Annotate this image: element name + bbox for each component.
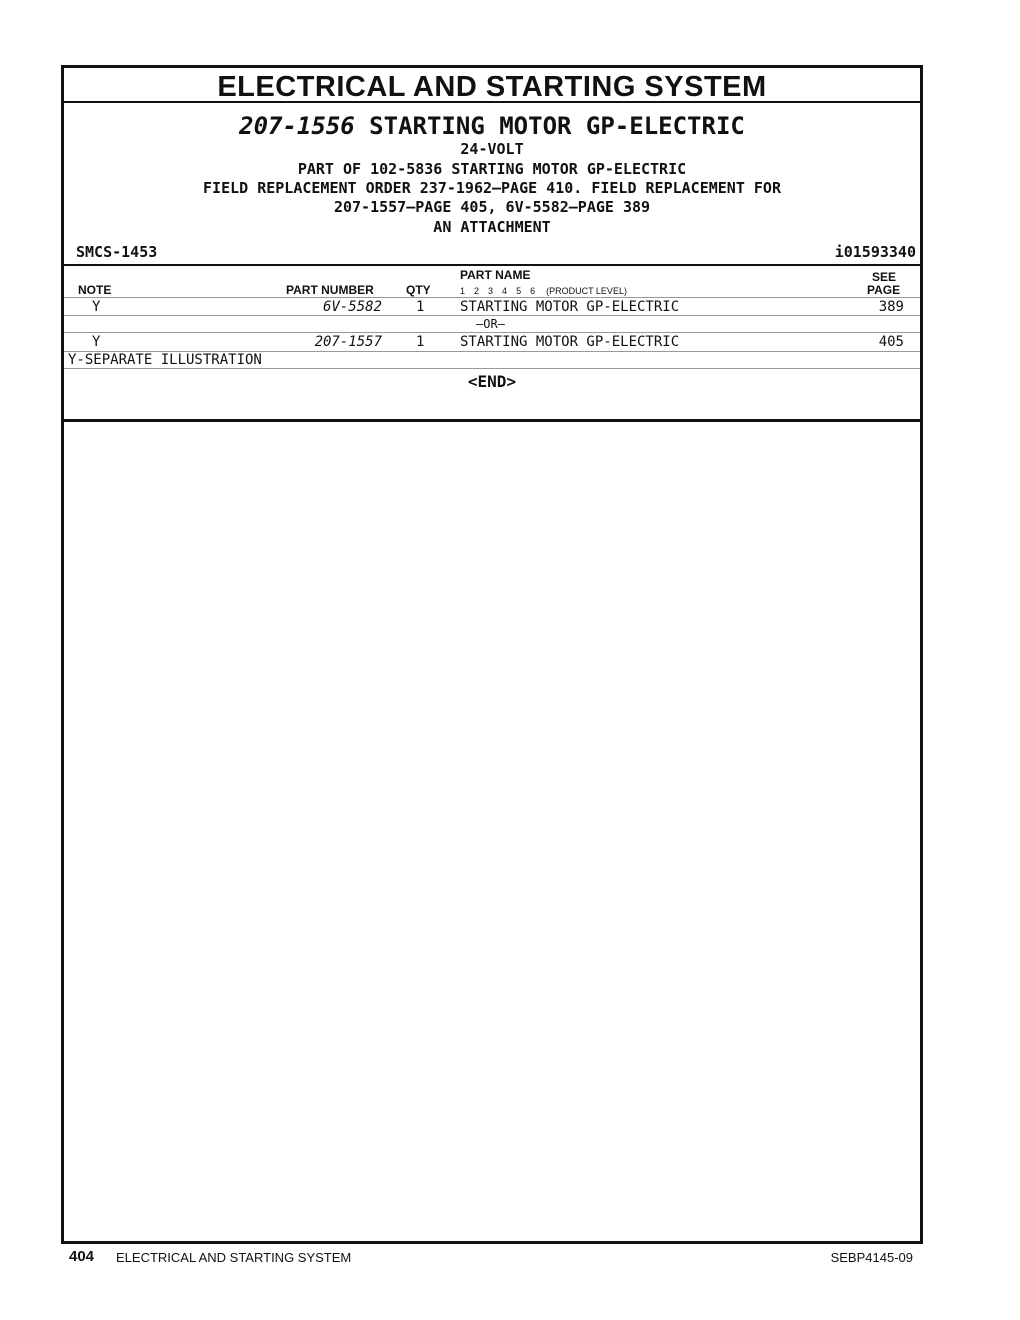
section-title: ELECTRICAL AND STARTING SYSTEM <box>64 68 920 103</box>
description-line: 24-VOLT <box>460 140 524 158</box>
product-levels <box>460 286 636 296</box>
row-rule <box>64 368 920 369</box>
header-qty: QTY <box>406 283 431 297</box>
row-see-page: 389 <box>878 299 904 315</box>
header-rule <box>64 264 920 266</box>
description-line: FIELD REPLACEMENT ORDER 237-1962—PAGE 410. FIELD REPLACEMENT FOR <box>203 179 781 197</box>
row-part-name: STARTING MOTOR GP-ELECTRIC <box>460 299 680 315</box>
row-note: Y <box>92 334 101 350</box>
row-rule <box>64 315 920 316</box>
header-part-number: PART NUMBER <box>286 283 374 297</box>
description-line: AN ATTACHMENT <box>433 218 551 236</box>
box-bottom-rule <box>64 419 920 422</box>
product-level: 4 <box>502 286 508 296</box>
row-rule <box>64 332 920 333</box>
row-part-number: 207-1557 <box>314 334 382 350</box>
header-see: SEE <box>872 270 897 284</box>
row-part-number: 6V-5582 <box>322 299 382 315</box>
page-footer <box>0 1248 1020 1268</box>
part-title-name: STARTING MOTOR GP-ELECTRIC <box>369 112 745 140</box>
row-rule <box>64 297 920 298</box>
row-part-name: STARTING MOTOR GP-ELECTRIC <box>460 334 680 350</box>
product-level: 6 <box>530 286 536 296</box>
header-page: PAGE <box>867 283 901 297</box>
description-line: PART OF 102-5836 STARTING MOTOR GP-ELECTRIC <box>297 160 687 178</box>
part-title <box>64 112 920 140</box>
smcs-code: SMCS-1453 <box>76 243 158 261</box>
part-title-number: 207-1556 <box>239 112 355 140</box>
product-level: 5 <box>516 286 522 296</box>
footer-title: ELECTRICAL AND STARTING SYSTEM <box>116 1250 352 1265</box>
product-level-label: (PRODUCT LEVEL) <box>546 286 627 296</box>
product-level: 1 <box>460 286 466 296</box>
or-separator: —OR— <box>476 317 505 331</box>
description-line: 207-1557—PAGE 405, 6V-5582—PAGE 389 <box>333 198 651 216</box>
row-note: Y <box>92 299 101 315</box>
document-id: SEBP4145-09 <box>830 1250 913 1265</box>
product-level: 2 <box>474 286 480 296</box>
end-marker: <END> <box>467 372 517 391</box>
row-see-page: 405 <box>878 334 904 350</box>
parts-page-frame <box>61 65 923 1244</box>
illustration-id: i01593340 <box>834 243 916 261</box>
row-qty: 1 <box>416 299 425 315</box>
product-level: 3 <box>488 286 494 296</box>
footnote: Y-SEPARATE ILLUSTRATION <box>68 352 262 368</box>
header-note: NOTE <box>78 283 112 297</box>
page-number: 404 <box>69 1248 95 1265</box>
header-part-name: PART NAME <box>460 268 531 282</box>
row-qty: 1 <box>416 334 425 350</box>
